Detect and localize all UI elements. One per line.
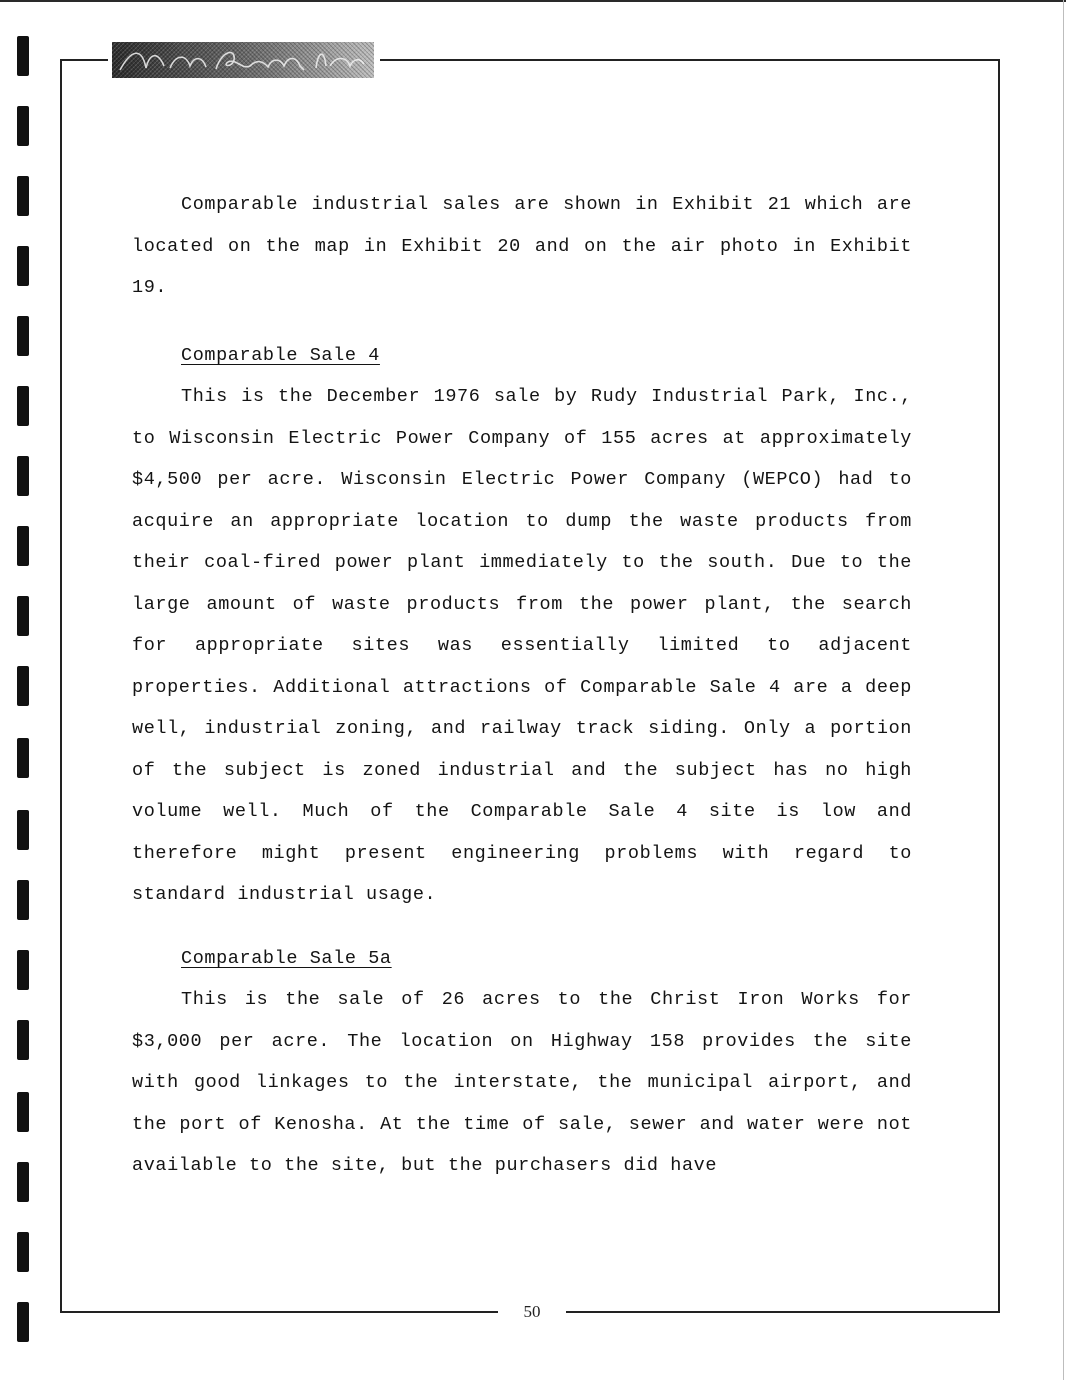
- sale-4-paragraph: This is the December 1976 sale by Rudy Industrial Park, Inc., to Wisconsin Electric Power Company of 155 acres at approximately $4,500 per acre. Wisconsin Electric Power Company (WEPCO) had to acquire an appropriate location to dump the waste products from their coal-fired power plant immediately to the south. Due to the large amount of waste products from the power plant, the search for appropriate sites was essentially limited to adjacent properties. Additional attractions of Comparable Sale 4 are a deep well, industrial zoning, and railway track siding. Only a portion of the subject is zoned industrial and the subject has no high volume well. Much of the Comparable Sale 4 site is low and therefore might present engineering problems with regard to standard industrial usage.: [132, 386, 912, 905]
- binding-hole: [17, 666, 29, 706]
- page-right-edge: [1063, 0, 1064, 1380]
- binding-hole: [17, 176, 29, 216]
- binding-hole: [17, 1232, 29, 1272]
- intro-paragraph: Comparable industrial sales are shown in Exhibit 21 which are located on the map in Exhibit 20 and on the air photo in Exhibit 19.: [132, 194, 912, 298]
- binding-hole: [17, 316, 29, 356]
- binding-hole: [17, 386, 29, 426]
- company-logo: [112, 42, 374, 78]
- binding-hole: [17, 810, 29, 850]
- document-body: [132, 184, 912, 1187]
- section-heading-sale-4-text: Comparable Sale 4: [181, 344, 380, 366]
- binding-hole: [17, 106, 29, 146]
- logo-script-mark: [112, 42, 374, 78]
- binding-hole: [17, 1092, 29, 1132]
- section-heading-sale-5a-text: Comparable Sale 5a: [181, 947, 392, 969]
- section-heading-sale-5a: [132, 938, 912, 980]
- binding-hole: [17, 1302, 29, 1342]
- binding-hole: [17, 456, 29, 496]
- binding-hole: [17, 36, 29, 76]
- header-logo-area: [108, 40, 380, 82]
- binding-hole: [17, 1162, 29, 1202]
- binding-hole: [17, 246, 29, 286]
- binding-hole: [17, 596, 29, 636]
- binding-hole: [17, 526, 29, 566]
- page-number: 50: [523, 1302, 541, 1321]
- footer: [498, 1298, 566, 1326]
- binding-hole: [17, 950, 29, 990]
- sale-5a-paragraph: This is the sale of 26 acres to the Christ Iron Works for $3,000 per acre. The location on Highway 158 provides the site with good linkages to the interstate, the municipal airport, and the port of Kenosha. At the time of sale, sewer and water were not available to the site, but the purchasers did have: [132, 989, 912, 1176]
- section-heading-sale-4: [132, 335, 912, 377]
- binding-hole: [17, 738, 29, 778]
- binding-hole: [17, 1020, 29, 1060]
- page-top-edge: [0, 0, 1066, 2]
- binding-hole: [17, 880, 29, 920]
